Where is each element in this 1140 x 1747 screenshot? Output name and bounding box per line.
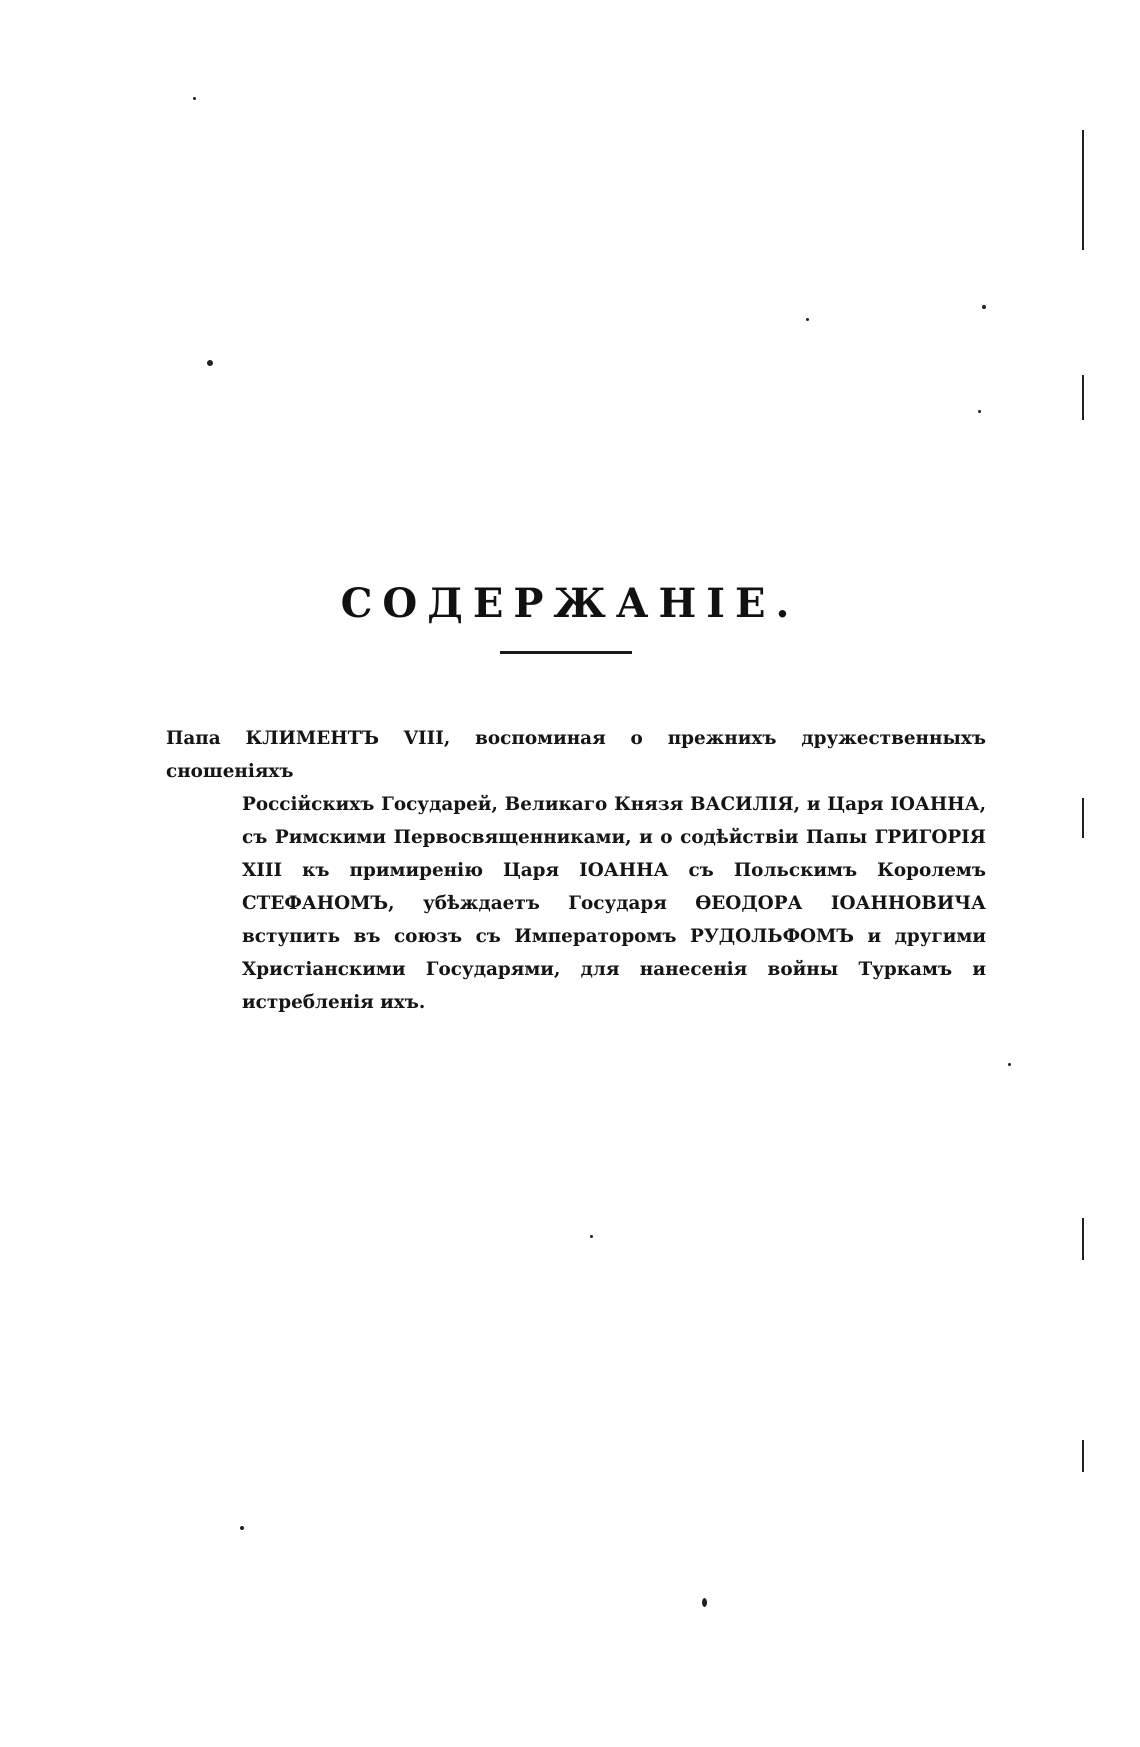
binding-edge-mark	[1082, 1440, 1084, 1472]
title-divider	[500, 651, 632, 654]
scan-speck	[702, 1598, 707, 1607]
table-of-contents-entry	[166, 722, 986, 1019]
scan-speck	[978, 410, 981, 413]
entry-first-line: Папа КЛИМЕНТЪ VIII, воспоминая о прежнихъ дружественныхъ сношеніяхъ	[166, 728, 986, 782]
binding-edge-mark	[1082, 798, 1084, 838]
scan-speck	[207, 360, 213, 366]
scan-speck	[982, 305, 986, 309]
scan-speck	[240, 1526, 244, 1530]
scan-speck	[1008, 1063, 1011, 1066]
page-title: СОДЕРЖАНІЕ.	[340, 579, 800, 627]
entry-continuation: Россійскихъ Государей, Великаго Князя ВАСИЛІЯ, и Царя ІОАННА, съ Римскими Первосвященниками, и о содѣйствіи Папы ГРИГОРІЯ XIII къ примиренію Царя ІОАННА съ Польскимъ Королемъ СТЕФАНОМЪ, убѣждаетъ Государя ѲЕОДОРА ІОАННОВИЧА вступить въ союзъ съ Императоромъ РУДОЛЬФОМЪ и другими Христіанскими Государями, для нанесенія войны Туркамъ и истребленія ихъ.	[242, 794, 986, 1013]
binding-edge-mark	[1082, 1218, 1084, 1260]
binding-edge-mark	[1082, 375, 1084, 420]
scan-speck	[806, 318, 809, 321]
scan-speck	[193, 97, 196, 100]
scan-speck	[590, 1235, 593, 1238]
binding-edge-mark	[1082, 130, 1084, 250]
